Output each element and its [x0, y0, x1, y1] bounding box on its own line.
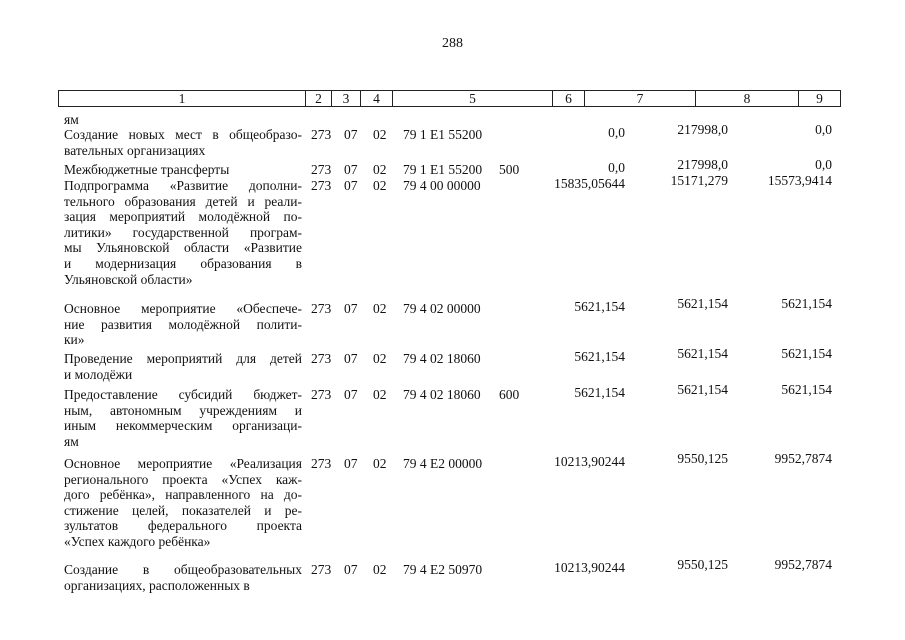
description-line: Основное мероприятие «Реализация: [64, 456, 302, 471]
cell-target-code: 79 4 00 00000: [403, 178, 481, 193]
description-line: Подпрограмма «Развитие дополни-: [64, 178, 302, 193]
row-description: [64, 456, 302, 550]
description-line: вательных организациях: [64, 142, 206, 158]
cell-amount-year2: 9550,125: [677, 451, 728, 466]
cell-chapter: 273: [311, 301, 332, 316]
description-line: иным некоммерческим организаци-: [64, 418, 302, 434]
cell-chapter: 273: [311, 127, 332, 142]
header-col-5: 5: [393, 91, 553, 106]
description-line: и молодёжи: [64, 366, 133, 382]
cell-chapter: 273: [311, 178, 332, 193]
cell-amount-year2: 217998,0: [677, 157, 728, 172]
row-description: [64, 127, 302, 158]
row-description: [64, 301, 302, 348]
description-line: регионального проекта «Успех каж-: [64, 471, 302, 487]
header-col-3: 3: [332, 91, 361, 106]
description-line: и модернизация образования в: [64, 255, 302, 271]
row-description: [64, 387, 302, 449]
cell-amount-year2: 5621,154: [677, 382, 728, 397]
cell-chapter: 273: [311, 456, 332, 471]
cell-amount-year1: 5621,154: [574, 349, 625, 364]
cell-section: 07: [344, 127, 358, 142]
description-line: ным, автономным учреждениям и: [64, 402, 302, 418]
description-line: дого ребёнка», направленного на до-: [64, 487, 302, 503]
cell-section: 07: [344, 387, 358, 402]
row-description: [64, 178, 302, 287]
cell-amount-year3: 0,0: [815, 157, 832, 172]
cell-amount-year3: 9952,7874: [774, 557, 832, 572]
description-line: Межбюджетные трансферты: [64, 162, 230, 177]
header-col-4: 4: [361, 91, 393, 106]
cell-section: 07: [344, 351, 358, 366]
cell-amount-year1: 10213,90244: [554, 560, 625, 575]
cell-amount-year3: 0,0: [815, 122, 832, 137]
row-description: [64, 562, 302, 593]
header-col-9: 9: [816, 91, 823, 106]
cell-section: 07: [344, 562, 358, 577]
cell-section: 07: [344, 301, 358, 316]
cell-amount-year2: 5621,154: [677, 346, 728, 361]
row-description: [64, 351, 302, 382]
cell-target-code: 79 4 02 18060: [403, 387, 481, 402]
description-line: ям: [64, 433, 79, 449]
cell-subsection: 02: [373, 301, 387, 316]
description-line: ям: [64, 112, 79, 127]
cell-subsection: 02: [373, 162, 387, 177]
cell-amount-year2: 217998,0: [677, 122, 728, 137]
cell-target-code: 79 4 02 18060: [403, 351, 481, 366]
description-line: ки»: [64, 332, 85, 348]
cell-chapter: 273: [311, 162, 332, 177]
cell-amount-year3: 9952,7874: [774, 451, 832, 466]
table-header: [58, 90, 841, 107]
cell-section: 07: [344, 456, 358, 471]
cell-section: 07: [344, 162, 358, 177]
description-line: Проведение мероприятий для детей: [64, 351, 302, 366]
page-number: 288: [442, 36, 463, 51]
cell-chapter: 273: [311, 387, 332, 402]
description-line: Создание в общеобразовательных: [64, 562, 302, 577]
row-description: [64, 162, 302, 178]
cell-target-code: 79 4 Е2 00000: [403, 456, 483, 471]
description-line: стижение целей, показателей и ре-: [64, 502, 302, 518]
cell-amount-year2: 5621,154: [677, 296, 728, 311]
cell-section: 07: [344, 178, 358, 193]
description-line: ние развития молодёжной полити-: [64, 316, 302, 332]
cell-subsection: 02: [373, 127, 387, 142]
cell-amount-year2: 9550,125: [677, 557, 728, 572]
description-line: мы Ульяновской области «Развитие: [64, 240, 302, 256]
cell-amount-year1: 5621,154: [574, 299, 625, 314]
cell-target-code: 79 4 Е2 50970: [403, 562, 483, 577]
description-line: Создание новых мест в общеобразо-: [64, 127, 302, 142]
cell-subsection: 02: [373, 562, 387, 577]
description-line: Основное мероприятие «Обеспече-: [64, 301, 302, 316]
cell-amount-year1: 15835,05644: [554, 176, 625, 191]
description-line: Предоставление субсидий бюджет-: [64, 387, 302, 402]
cell-amount-year1: 0,0: [608, 160, 625, 175]
cell-amount-year1: 0,0: [608, 125, 625, 140]
cell-chapter: 273: [311, 351, 332, 366]
cell-subsection: 02: [373, 178, 387, 193]
cell-amount-year1: 5621,154: [574, 385, 625, 400]
row-description: [64, 112, 302, 128]
cell-amount-year2: 15171,279: [670, 173, 728, 188]
cell-amount-year1: 10213,90244: [554, 454, 625, 469]
description-line: литики» государственной програм-: [64, 224, 302, 240]
header-col-7: 7: [585, 91, 696, 106]
cell-subsection: 02: [373, 351, 387, 366]
header-col-6: 6: [553, 91, 585, 106]
description-line: зультатов федерального проекта: [64, 518, 302, 534]
cell-subsection: 02: [373, 456, 387, 471]
description-line: тельного образования детей и реали-: [64, 193, 302, 209]
description-line: «Успех каждого ребёнка»: [64, 533, 211, 549]
cell-target-code: 79 4 02 00000: [403, 301, 481, 316]
cell-expense-type: 600: [499, 387, 520, 402]
description-line: Ульяновской области»: [64, 271, 193, 287]
description-line: зация мероприятий молодёжной по-: [64, 209, 302, 225]
cell-amount-year3: 5621,154: [781, 346, 832, 361]
cell-target-code: 79 1 Е1 55200: [403, 127, 483, 142]
header-col-8: 8: [696, 91, 799, 106]
cell-target-code: 79 1 Е1 55200: [403, 162, 483, 177]
cell-amount-year3: 5621,154: [781, 296, 832, 311]
header-col-2: 2: [306, 91, 332, 106]
header-col-1: 1: [59, 91, 306, 106]
cell-chapter: 273: [311, 562, 332, 577]
cell-amount-year3: 5621,154: [781, 382, 832, 397]
cell-subsection: 02: [373, 387, 387, 402]
cell-expense-type: 500: [499, 162, 520, 177]
description-line: организациях, расположенных в: [64, 577, 250, 593]
cell-amount-year3: 15573,9414: [767, 173, 832, 188]
